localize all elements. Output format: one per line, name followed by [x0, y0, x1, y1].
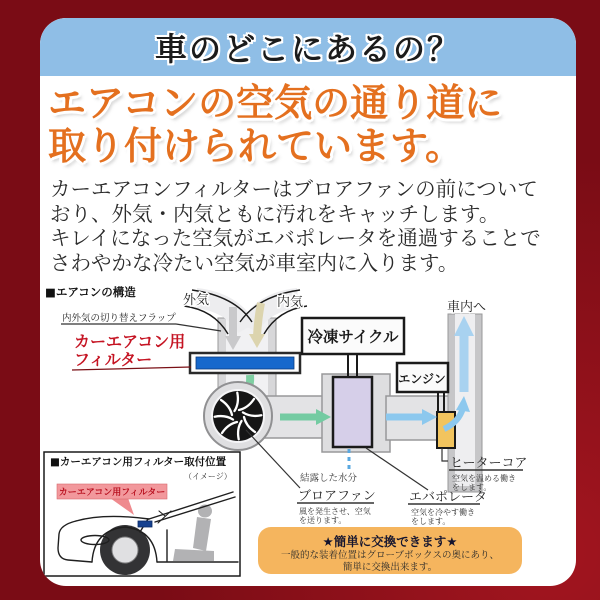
refrigeration-cycle-label: 冷凍サイクル	[307, 328, 399, 346]
evaporator-component	[333, 377, 372, 447]
replacement-note	[258, 527, 522, 574]
condensation-label: 結露した水分	[300, 473, 358, 484]
heater-core-label: ヒーターコア	[450, 456, 528, 471]
position-figure-subtitle: （イメージ）	[184, 472, 232, 481]
description-paragraph	[50, 177, 572, 275]
blower-fan-label: ブロアファン	[298, 489, 376, 504]
description-line: キレイになった空気がエバポレータを通過することで	[50, 226, 541, 250]
description-line: さわやかな冷たい空気が車室内に入ります。	[50, 250, 459, 275]
inside-air-label: 内気	[277, 295, 304, 310]
blower-fan	[204, 382, 272, 450]
header-band	[40, 18, 576, 76]
heater-core-desc1: 空気を温める働き	[452, 474, 516, 483]
description-line: カーエアコンフィルターはブロアファンの前について	[50, 177, 538, 201]
flap-callout	[61, 312, 221, 331]
filter-callout	[72, 332, 191, 370]
content-card	[40, 18, 576, 586]
description-line: おり、外気・内気ともに汚れをキャッチします。	[50, 201, 500, 226]
blower-fan-desc2: を送ります。	[299, 516, 347, 525]
headline-line-1: エアコンの空気の通り道に	[48, 81, 503, 125]
car-filter-marker	[138, 521, 152, 527]
to-cabin-label: 車内へ	[447, 300, 487, 315]
blower-fan-desc1: 風を発生させ、空気	[299, 507, 371, 516]
replacement-note-line3: 簡単に交換出来ます。	[342, 562, 438, 573]
outside-air-label: 外気	[183, 293, 210, 308]
engine-label: エンジン	[398, 372, 446, 386]
position-figure-title: ■カーエアコン用フィルター取付位置	[50, 456, 227, 468]
condensation-callout	[300, 449, 358, 484]
evaporator-label: エバポレータ	[409, 490, 488, 505]
flap-label: 内外気の切り替えフラップ	[62, 313, 176, 324]
evaporator-desc2: をします。	[411, 517, 451, 526]
heater-core-desc2: をします。	[452, 483, 492, 492]
headline-line-2: 取り付けられています。	[48, 124, 463, 168]
position-figure-box	[44, 452, 240, 576]
position-figure-label: カーエアコン用フィルター	[58, 488, 166, 498]
filter-label-line2: フィルター	[74, 350, 153, 369]
page-title: 車のどこにあるの？	[154, 30, 461, 68]
cabin-filter	[190, 353, 300, 373]
filter-label-line1: カーエアコン用	[74, 332, 186, 351]
refrigeration-cycle-box	[302, 318, 404, 376]
main-headline	[48, 82, 572, 168]
replacement-note-line2: 一般的な装着位置はグローブボックスの奥にあり、	[281, 550, 499, 561]
evaporator-desc1: 空気を冷やす働き	[411, 508, 475, 517]
replacement-note-title: ★簡単に交換できます★	[322, 534, 458, 549]
diagram-section-title: ■エアコンの構造	[45, 285, 136, 299]
